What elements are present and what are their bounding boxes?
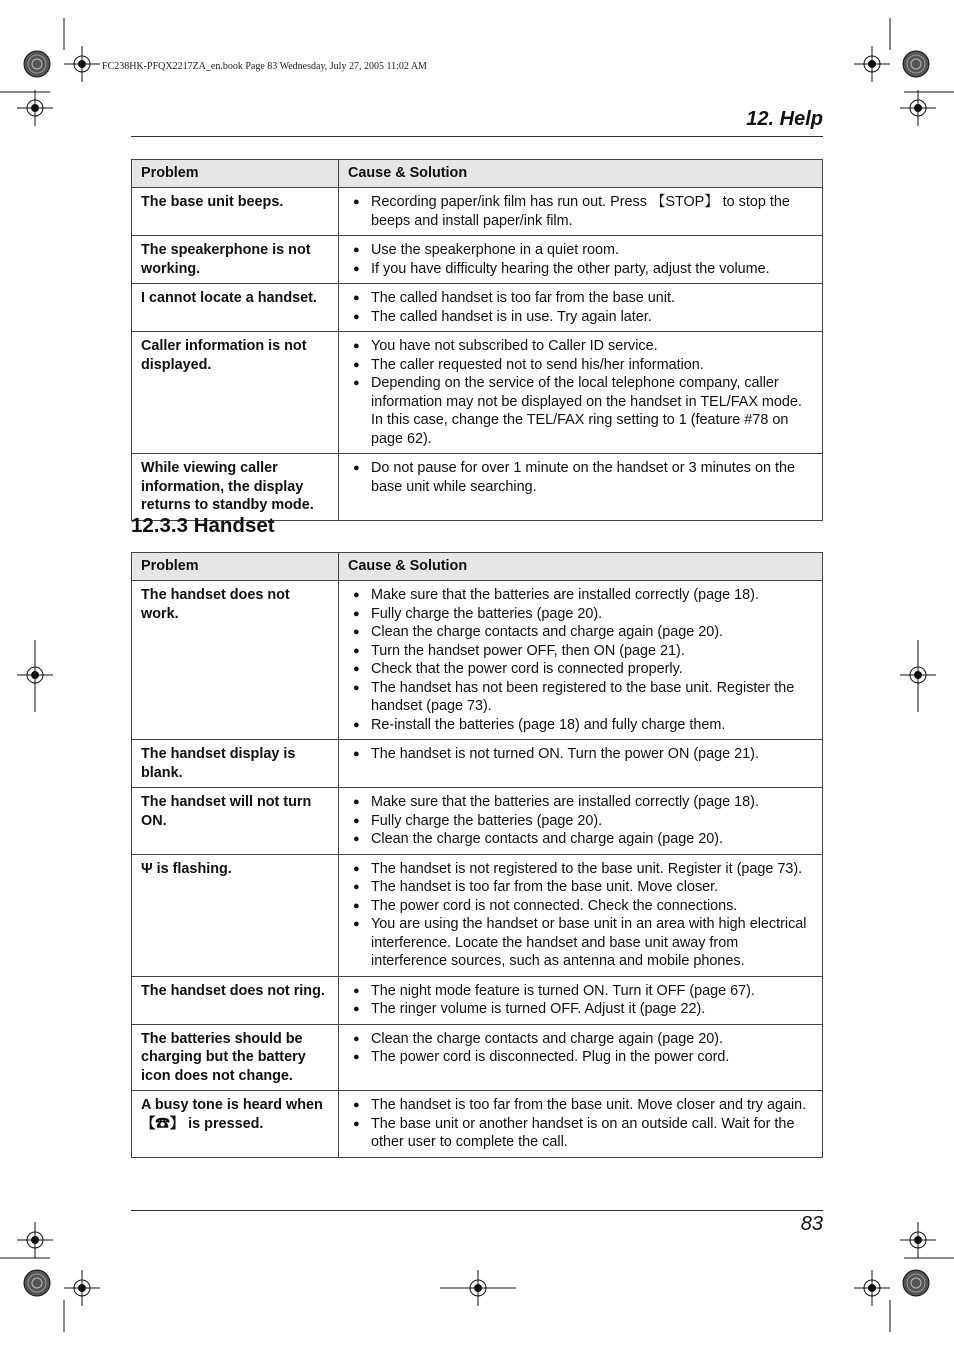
problem-cell: The handset will not turn ON.: [132, 788, 339, 855]
solution-list: [348, 982, 813, 1019]
solution-item: ● Clean the charge contacts and charge again (page 20).: [348, 623, 813, 642]
page-number: 83: [800, 1213, 823, 1235]
table-row: [132, 236, 823, 284]
solution-item: ● If you have difficulty hearing the other party, adjust the volume.: [348, 260, 813, 279]
solution-item: ● Fully charge the batteries (page 20).: [348, 605, 813, 624]
solution-list: [348, 289, 813, 326]
solution-cell: [339, 188, 823, 236]
solution-item: ● The handset has not been registered to the base unit. Register the handset (page 73).: [348, 679, 813, 716]
solution-item: ● Check that the power cord is connected properly.: [348, 660, 813, 679]
problem-cell: Ψ is flashing.: [132, 854, 339, 976]
solution-item: ● The night mode feature is turned ON. Turn it OFF (page 67).: [348, 982, 813, 1001]
column-header-cause-solution: Cause & Solution: [339, 160, 823, 188]
solution-item: ● You have not subscribed to Caller ID service.: [348, 337, 813, 356]
print-info: FC238HK-PFQX2217ZA_en.book Page 83 Wednesday, July 27, 2005 11:02 AM: [102, 61, 427, 72]
table-row: [132, 854, 823, 976]
problem-cell: While viewing caller information, the display returns to standby mode.: [132, 454, 339, 521]
problem-cell: The batteries should be charging but the battery icon does not change.: [132, 1024, 339, 1091]
solution-cell: [339, 788, 823, 855]
solution-cell: [339, 854, 823, 976]
solution-list: [348, 459, 813, 496]
table-row: [132, 740, 823, 788]
solution-item: ● The caller requested not to send his/her information.: [348, 356, 813, 375]
column-header-cause-solution: Cause & Solution: [339, 553, 823, 581]
table-body: [132, 581, 823, 1158]
solution-list: [348, 1096, 813, 1152]
solution-item: ● The ringer volume is turned OFF. Adjust it (page 22).: [348, 1000, 813, 1019]
solution-item: ● The handset is too far from the base unit. Move closer and try again.: [348, 1096, 813, 1115]
table-row: [132, 284, 823, 332]
problem-cell: The handset display is blank.: [132, 740, 339, 788]
solution-cell: [339, 454, 823, 521]
solution-item: ● The base unit or another handset is on an outside call. Wait for the other user to complete the call.: [348, 1115, 813, 1152]
solution-cell: [339, 1024, 823, 1091]
column-header-problem: Problem: [132, 160, 339, 188]
solution-cell: [339, 332, 823, 454]
solution-cell: [339, 976, 823, 1024]
solution-cell: [339, 236, 823, 284]
table-body: [132, 188, 823, 521]
column-header-problem: Problem: [132, 553, 339, 581]
table-row: [132, 788, 823, 855]
solution-item: ● The power cord is disconnected. Plug in the power cord.: [348, 1048, 813, 1067]
solution-list: [348, 1030, 813, 1067]
solution-item: ● The handset is too far from the base unit. Move closer.: [348, 878, 813, 897]
problem-cell: The base unit beeps.: [132, 188, 339, 236]
solution-item: ● Recording paper/ink film has run out. Press 【STOP】 to stop the beeps and install paper/ink film.: [348, 193, 813, 230]
solution-item: ● Re-install the batteries (page 18) and fully charge them.: [348, 716, 813, 735]
solution-list: [348, 241, 813, 278]
table-row: [132, 1024, 823, 1091]
solution-item: ● Clean the charge contacts and charge again (page 20).: [348, 1030, 813, 1049]
solution-item: ● Clean the charge contacts and charge again (page 20).: [348, 830, 813, 849]
solution-item: ● The handset is not turned ON. Turn the power ON (page 21).: [348, 745, 813, 764]
solution-list: [348, 745, 813, 764]
problem-cell: A busy tone is heard when 【☎】 is pressed.: [132, 1091, 339, 1158]
solution-item: ● The called handset is too far from the base unit.: [348, 289, 813, 308]
solution-item: ● Use the speakerphone in a quiet room.: [348, 241, 813, 260]
table-header-row: [132, 160, 823, 188]
solution-item: ● Fully charge the batteries (page 20).: [348, 812, 813, 831]
table-row: [132, 332, 823, 454]
table-row: [132, 454, 823, 521]
solution-item: ● The called handset is in use. Try again later.: [348, 308, 813, 327]
troubleshooting-table-general: [131, 159, 823, 521]
table-row: [132, 976, 823, 1024]
problem-cell: Caller information is not displayed.: [132, 332, 339, 454]
solution-item: ● Depending on the service of the local telephone company, caller information may not be displayed on the handset in TEL/FAX mode. In this case, change the TEL/FAX ring setting to 1 (feature #78 on page 62).: [348, 374, 813, 448]
solution-list: [348, 337, 813, 448]
problem-cell: I cannot locate a handset.: [132, 284, 339, 332]
problem-cell: The handset does not work.: [132, 581, 339, 740]
solution-list: [348, 860, 813, 971]
solution-item: ● Turn the handset power OFF, then ON (page 21).: [348, 642, 813, 661]
table-header-row: [132, 553, 823, 581]
solution-item: ● The power cord is not connected. Check the connections.: [348, 897, 813, 916]
solution-item: ● The handset is not registered to the base unit. Register it (page 73).: [348, 860, 813, 879]
solution-cell: [339, 740, 823, 788]
problem-cell: The speakerphone is not working.: [132, 236, 339, 284]
solution-list: [348, 586, 813, 734]
solution-item: ● Make sure that the batteries are installed correctly (page 18).: [348, 586, 813, 605]
table-row: [132, 1091, 823, 1158]
solution-item: ● Make sure that the batteries are installed correctly (page 18).: [348, 793, 813, 812]
page-footer: [131, 1210, 823, 1235]
solution-cell: [339, 1091, 823, 1158]
troubleshooting-table-handset: [131, 552, 823, 1158]
chapter-header: [131, 106, 823, 137]
solution-list: [348, 793, 813, 849]
solution-cell: [339, 581, 823, 740]
table-row: [132, 581, 823, 740]
solution-cell: [339, 284, 823, 332]
solution-item: ● Do not pause for over 1 minute on the handset or 3 minutes on the base unit while searching.: [348, 459, 813, 496]
problem-cell: The handset does not ring.: [132, 976, 339, 1024]
solution-item: ● You are using the handset or base unit in an area with high electrical interference. Locate the handset and base unit away from interference sources, such as antenna and mobile phones.: [348, 915, 813, 971]
subsection-title: 12.3.3 Handset: [131, 514, 275, 537]
table-row: [132, 188, 823, 236]
chapter-title: 12. Help: [746, 108, 823, 130]
solution-list: [348, 193, 813, 230]
